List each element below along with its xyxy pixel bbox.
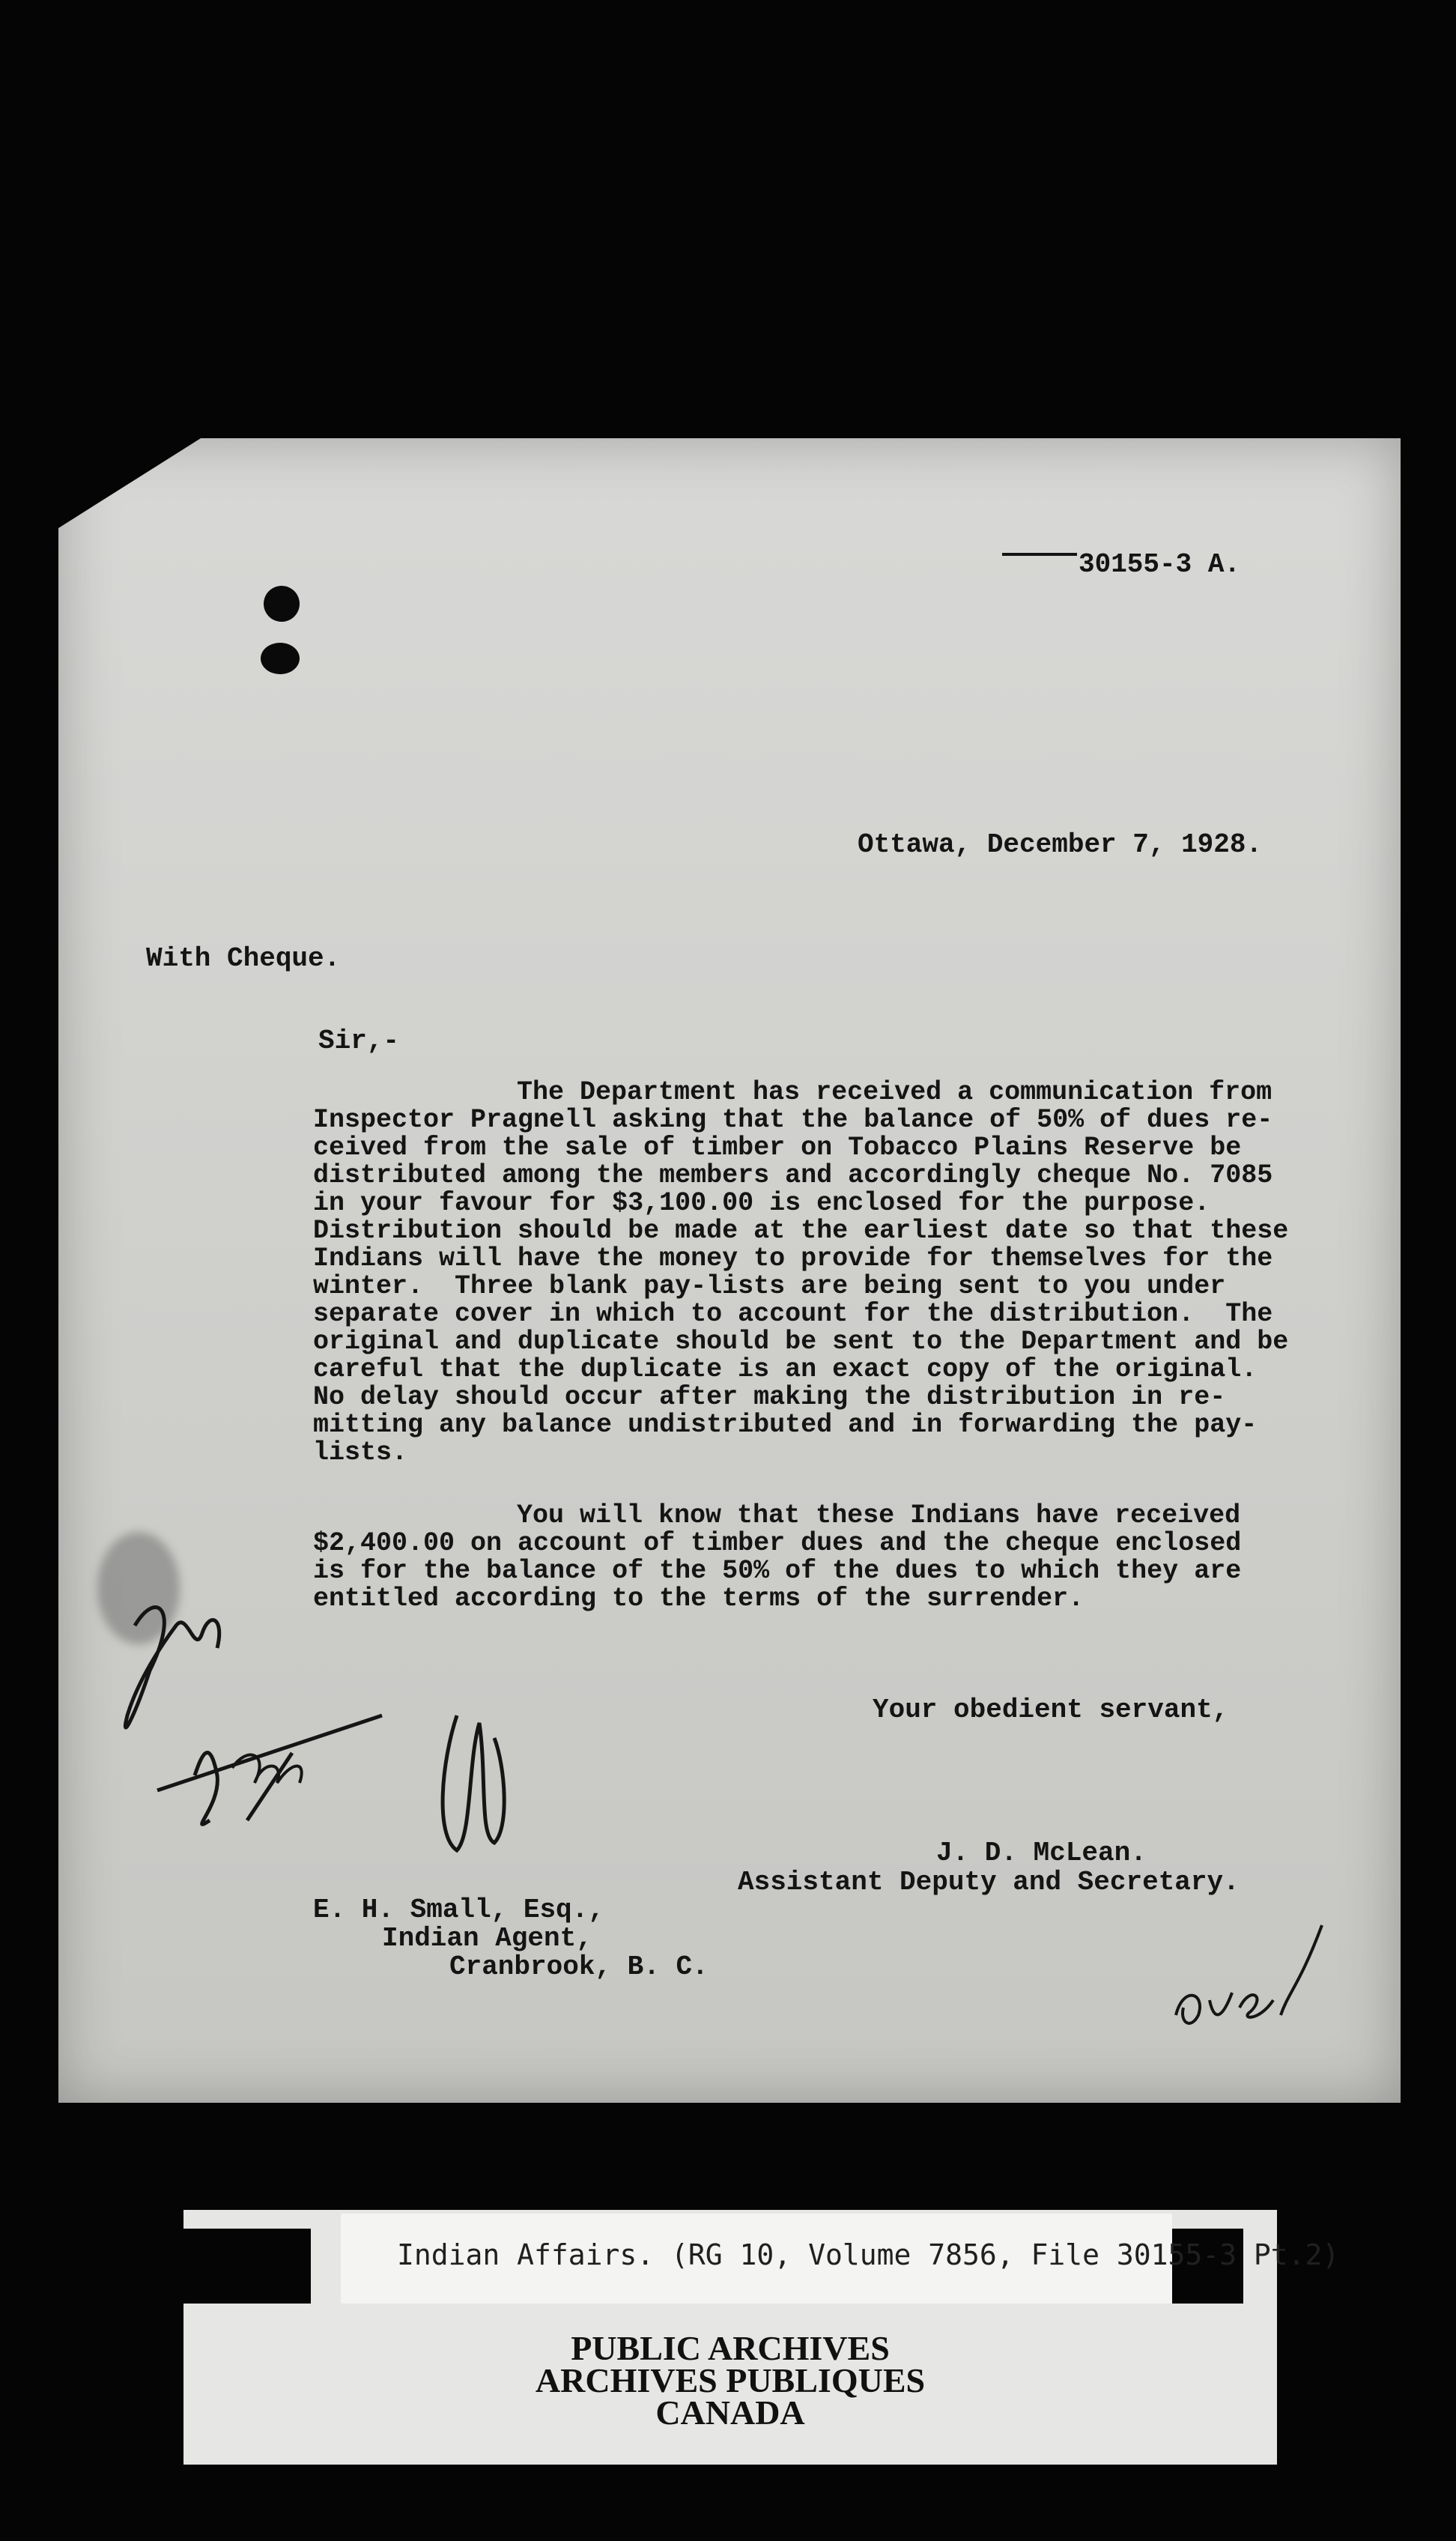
file-number: 30155-3 A. xyxy=(1079,549,1241,580)
enclosure-note: With Cheque. xyxy=(146,943,341,974)
archive-name-en: PUBLIC ARCHIVES xyxy=(571,2329,890,2367)
punch-hole xyxy=(261,643,300,674)
paragraph-line: You will know that these Indians have received xyxy=(517,1500,1241,1530)
archive-country: CANADA xyxy=(655,2393,805,2432)
paragraph-line: mitting any balance undistributed and in forwarding the pay- xyxy=(313,1410,1258,1440)
punch-hole xyxy=(264,586,300,622)
addressee-line: Indian Agent, xyxy=(382,1923,592,1954)
file-number-dash xyxy=(1002,553,1077,556)
paragraph-line: The Department has received a communication from xyxy=(517,1077,1273,1107)
paragraph-line: is for the balance of the 50% of the dues to which they are xyxy=(313,1556,1242,1586)
addressee-line: E. H. Small, Esq., xyxy=(313,1895,604,1925)
paragraph-line: Inspector Pragnell asking that the balance of 50% of dues re- xyxy=(313,1105,1273,1135)
signatory-title: Assistant Deputy and Secretary. xyxy=(738,1867,1240,1898)
paragraph-line: Distribution should be made at the earliest date so that these xyxy=(313,1216,1289,1246)
paragraph-line: winter. Three blank pay-lists are being sent to you under xyxy=(313,1271,1226,1301)
addressee-line: Cranbrook, B. C. xyxy=(449,1951,709,1982)
archive-name-fr: ARCHIVES PUBLIQUES xyxy=(535,2361,926,2399)
handwritten-mark xyxy=(142,1686,397,1858)
label-notch xyxy=(183,2229,311,2304)
signatory-name: J. D. McLean. xyxy=(936,1838,1147,1868)
paragraph-line: distributed among the members and accordingly cheque No. 7085 xyxy=(313,1160,1273,1190)
folded-corner xyxy=(58,438,201,528)
paragraph-line: ceived from the sale of timber on Tobacco Plains Reserve be xyxy=(313,1133,1242,1163)
handwritten-signature xyxy=(434,1700,524,1865)
paragraph-line: Indians will have the money to provide for themselves for the xyxy=(313,1244,1273,1273)
paragraph-line: original and duplicate should be sent to the Department and be xyxy=(313,1327,1289,1357)
closing: Your obedient servant, xyxy=(873,1694,1229,1725)
paragraph-line: entitled according to the terms of the surrender. xyxy=(313,1584,1085,1614)
handwritten-over-note xyxy=(1168,1910,1333,2038)
paragraph-line: in your favour for $3,100.00 is enclosed for the purpose. xyxy=(313,1188,1210,1218)
paragraph-line: No delay should occur after making the distribution in re- xyxy=(313,1382,1226,1412)
date-line: Ottawa, December 7, 1928. xyxy=(858,829,1263,860)
paragraph-line: separate cover in which to account for the distribution. The xyxy=(313,1299,1273,1329)
paragraph-line: lists. xyxy=(313,1438,408,1468)
paragraph-line: careful that the duplicate is an exact copy of the original. xyxy=(313,1354,1258,1384)
archive-reference: Indian Affairs. (RG 10, Volume 7856, File 30155-3 Pt.2) xyxy=(397,2238,1340,2271)
paragraph-line: $2,400.00 on account of timber dues and the cheque enclosed xyxy=(313,1528,1242,1558)
salutation: Sir,- xyxy=(318,1026,400,1056)
